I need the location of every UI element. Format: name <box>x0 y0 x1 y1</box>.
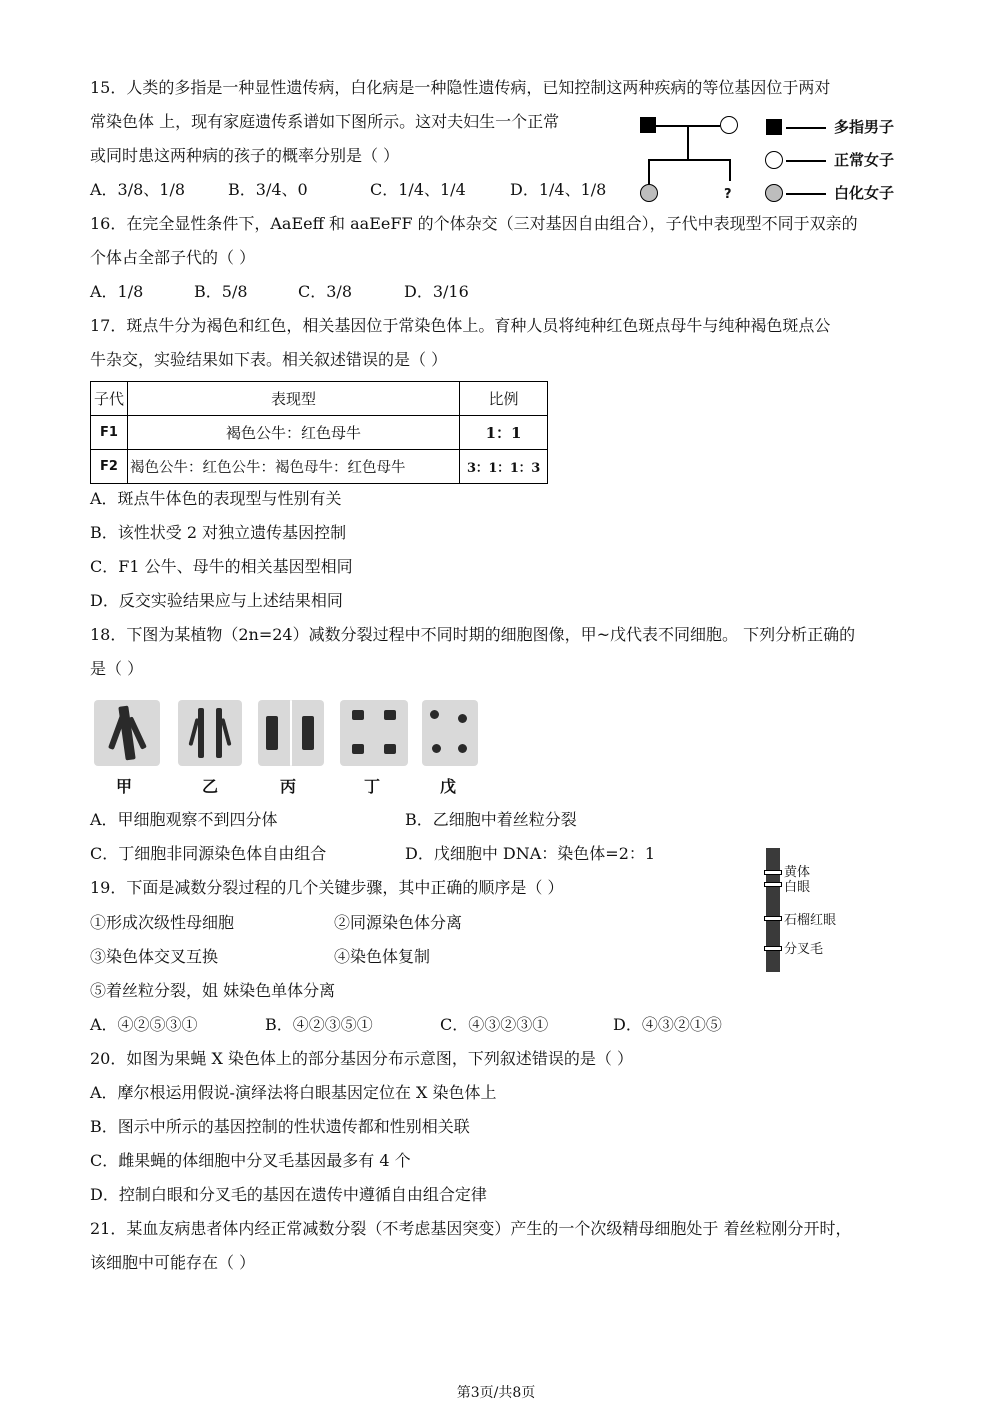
q18-option-d[interactable]: D．戊细胞中 DNA：染色体=2：1 <box>405 844 656 863</box>
q16-option-a[interactable]: A．1/8 <box>90 282 144 301</box>
q18-stem-line1: 18．下图为某植物（2n=24）减数分裂过程中不同时期的细胞图像，甲~戊代表不同细胞。 下列分析正确的 <box>90 625 856 644</box>
unknown-child-mark: ? <box>724 187 732 202</box>
cell-division-line <box>290 700 292 766</box>
q19-step-4: ④染色体复制 <box>334 947 431 966</box>
q15-stem-line3: 或同时患这两种病的孩子的概率分别是（ ） <box>90 146 400 165</box>
legend-normal-female: 正常女子 <box>834 151 895 169</box>
q19-option-c[interactable]: C．④③②③① <box>440 1015 549 1034</box>
cell-image-yi <box>178 700 242 766</box>
gene-locus-marker <box>764 882 782 887</box>
cell-label-bing: 丙 <box>280 777 297 796</box>
gene-label-garnet-eye: 石榴红眼 <box>784 913 837 928</box>
cell-image-wu <box>422 700 478 766</box>
q17-option-c[interactable]: C．F1 公牛、母牛的相关基因型相同 <box>90 557 353 576</box>
cell-image-ding <box>340 700 408 766</box>
q20-stem-line1: 20．如图为果蝇 X 染色体上的部分基因分布示意图，下列叙述错误的是（ ） <box>90 1049 634 1068</box>
gene-locus-marker <box>764 916 782 921</box>
father-polydactyly-square <box>640 117 656 133</box>
daughter-albino-circle <box>640 184 658 202</box>
x-chromosome-bar <box>766 848 780 972</box>
gene-label-white-eye: 白眼 <box>784 880 811 895</box>
q21-stem-line2: 该细胞中可能存在（ ） <box>90 1253 256 1272</box>
q16-option-c[interactable]: C．3/8 <box>298 282 352 301</box>
table-cell: 褐色公牛：红色母牛 <box>128 416 460 450</box>
q19-option-b[interactable]: B．④②③⑤① <box>265 1015 373 1034</box>
q15-option-d[interactable]: D．1/4、1/8 <box>510 180 607 199</box>
legend-grey-circle-icon <box>765 184 783 202</box>
cell-label-jia: 甲 <box>116 777 133 796</box>
table-cell: F1 <box>91 416 128 450</box>
q19-step-2: ②同源染色体分离 <box>334 913 463 932</box>
chromosome <box>384 710 396 720</box>
q19-option-d[interactable]: D．④③②①⑤ <box>613 1015 722 1034</box>
table-cell: 褐色公牛：红色公牛：褐色母牛：红色母牛 <box>128 450 460 484</box>
q20-option-a[interactable]: A．摩尔根运用假说-演绎法将白眼基因定位在 X 染色体上 <box>90 1083 497 1102</box>
q15-option-c[interactable]: C．1/4、1/4 <box>370 180 466 199</box>
chromosome <box>384 744 396 754</box>
page-number: 第3页/共8页 <box>456 1385 536 1401</box>
results-table <box>90 381 548 484</box>
q17-option-d[interactable]: D．反交实验结果应与上述结果相同 <box>90 591 343 610</box>
sibship-line <box>648 159 730 161</box>
q20-option-b[interactable]: B．图示中所示的基因控制的性状遗传都和性别相关联 <box>90 1117 470 1136</box>
legend-line-3 <box>786 193 826 195</box>
q15-stem-line1: 15．人类的多指是一种显性遗传病，白化病是一种隐性遗传病，已知控制这两种疾病的等位基因位于两对 <box>90 78 831 97</box>
chromosome <box>352 744 364 754</box>
q19-step-5: ⑤着丝粒分裂，姐 妹染色单体分离 <box>90 981 336 1000</box>
table-cell: F2 <box>91 450 128 484</box>
mother-normal-circle <box>720 116 738 134</box>
q17-stem-line2: 牛杂交，实验结果如下表。相关叙述错误的是（ ） <box>90 350 448 369</box>
q17-option-b[interactable]: B．该性状受 2 对独立遗传基因控制 <box>90 523 347 542</box>
cell-image-jia <box>94 700 160 766</box>
nucleus <box>458 744 467 753</box>
table-header-cell: 子代 <box>91 382 128 416</box>
q16-stem-line1: 16．在完全显性条件下，AaEeff 和 aaEeFF 的个体杂交（三对基因自由组合），子代中表现型不同于双亲的 <box>90 214 858 233</box>
q15-stem-line2: 常染色体 上，现有家庭遗传系谱如下图所示。这对夫妇生一个正常 <box>90 112 560 131</box>
chromosome <box>302 716 314 750</box>
gene-locus-marker <box>764 946 782 951</box>
q18-option-a[interactable]: A．甲细胞观察不到四分体 <box>90 810 278 829</box>
legend-square-icon <box>766 119 782 135</box>
q19-step-3: ③染色体交叉互换 <box>90 947 219 966</box>
gene-label-yellow-body: 黄体 <box>784 865 811 880</box>
table-header-cell: 比例 <box>460 382 548 416</box>
q19-option-a[interactable]: A．④②⑤③① <box>90 1015 198 1034</box>
table-header-row <box>91 382 548 416</box>
q17-option-a[interactable]: A．斑点牛体色的表现型与性别有关 <box>90 489 342 508</box>
child1-line <box>648 159 650 184</box>
q16-option-b[interactable]: B．5/8 <box>194 282 248 301</box>
table-row <box>91 450 548 484</box>
gene-label-forked-bristle: 分叉毛 <box>784 942 824 957</box>
legend-albino-female: 白化女子 <box>834 184 895 202</box>
table-header-cell: 表现型 <box>128 382 460 416</box>
table-cell: 1：1 <box>460 416 548 450</box>
table-cell: 3：1：1：3 <box>460 450 548 484</box>
nucleus <box>430 710 439 719</box>
q15-option-a[interactable]: A．3/8、1/8 <box>90 180 186 199</box>
chromosome <box>216 708 222 758</box>
descent-line <box>687 125 689 159</box>
cell-label-yi: 乙 <box>202 777 219 796</box>
legend-line-1 <box>786 127 826 129</box>
q16-stem-line2: 个体占全部子代的（ ） <box>90 248 256 267</box>
q18-stem-line2: 是（ ） <box>90 659 144 678</box>
legend-polydactyly-male: 多指男子 <box>834 118 895 136</box>
cell-image-bing <box>258 700 324 766</box>
chromosome <box>352 710 364 720</box>
q21-stem-line1: 21．某血友病患者体内经正常减数分裂（不考虑基因突变）产生的一个次级精母细胞处于 着丝粒刚分开时， <box>90 1219 852 1238</box>
cell-label-ding: 丁 <box>364 777 381 796</box>
q19-step-1: ①形成次级性母细胞 <box>90 913 235 932</box>
q19-stem-line1: 19．下面是减数分裂过程的几个关键步骤，其中正确的顺序是（ ） <box>90 878 564 897</box>
child2-line <box>729 159 731 181</box>
q18-option-b[interactable]: B．乙细胞中着丝粒分裂 <box>405 810 577 829</box>
chromosome <box>220 718 231 746</box>
q18-option-c[interactable]: C．丁细胞非同源染色体自由组合 <box>90 844 327 863</box>
q20-option-d[interactable]: D．控制白眼和分叉毛的基因在遗传中遵循自由组合定律 <box>90 1185 487 1204</box>
gene-locus-marker <box>764 870 782 875</box>
q17-stem-line1: 17．斑点牛分为褐色和红色，相关基因位于常染色体上。育种人员将纯种红色斑点母牛与纯种褐色斑点公 <box>90 316 831 335</box>
legend-line-2 <box>786 160 826 162</box>
q15-option-b[interactable]: B．3/4、0 <box>228 180 308 199</box>
table-row <box>91 416 548 450</box>
nucleus <box>458 714 467 723</box>
chromosome <box>266 716 278 750</box>
cell-label-wu: 戊 <box>440 777 457 796</box>
q16-option-d[interactable]: D．3/16 <box>404 282 469 301</box>
legend-circle-icon <box>765 151 783 169</box>
q20-option-c[interactable]: C．雌果蝇的体细胞中分叉毛基因最多有 4 个 <box>90 1151 411 1170</box>
chromosome <box>198 708 204 758</box>
nucleus <box>432 744 441 753</box>
